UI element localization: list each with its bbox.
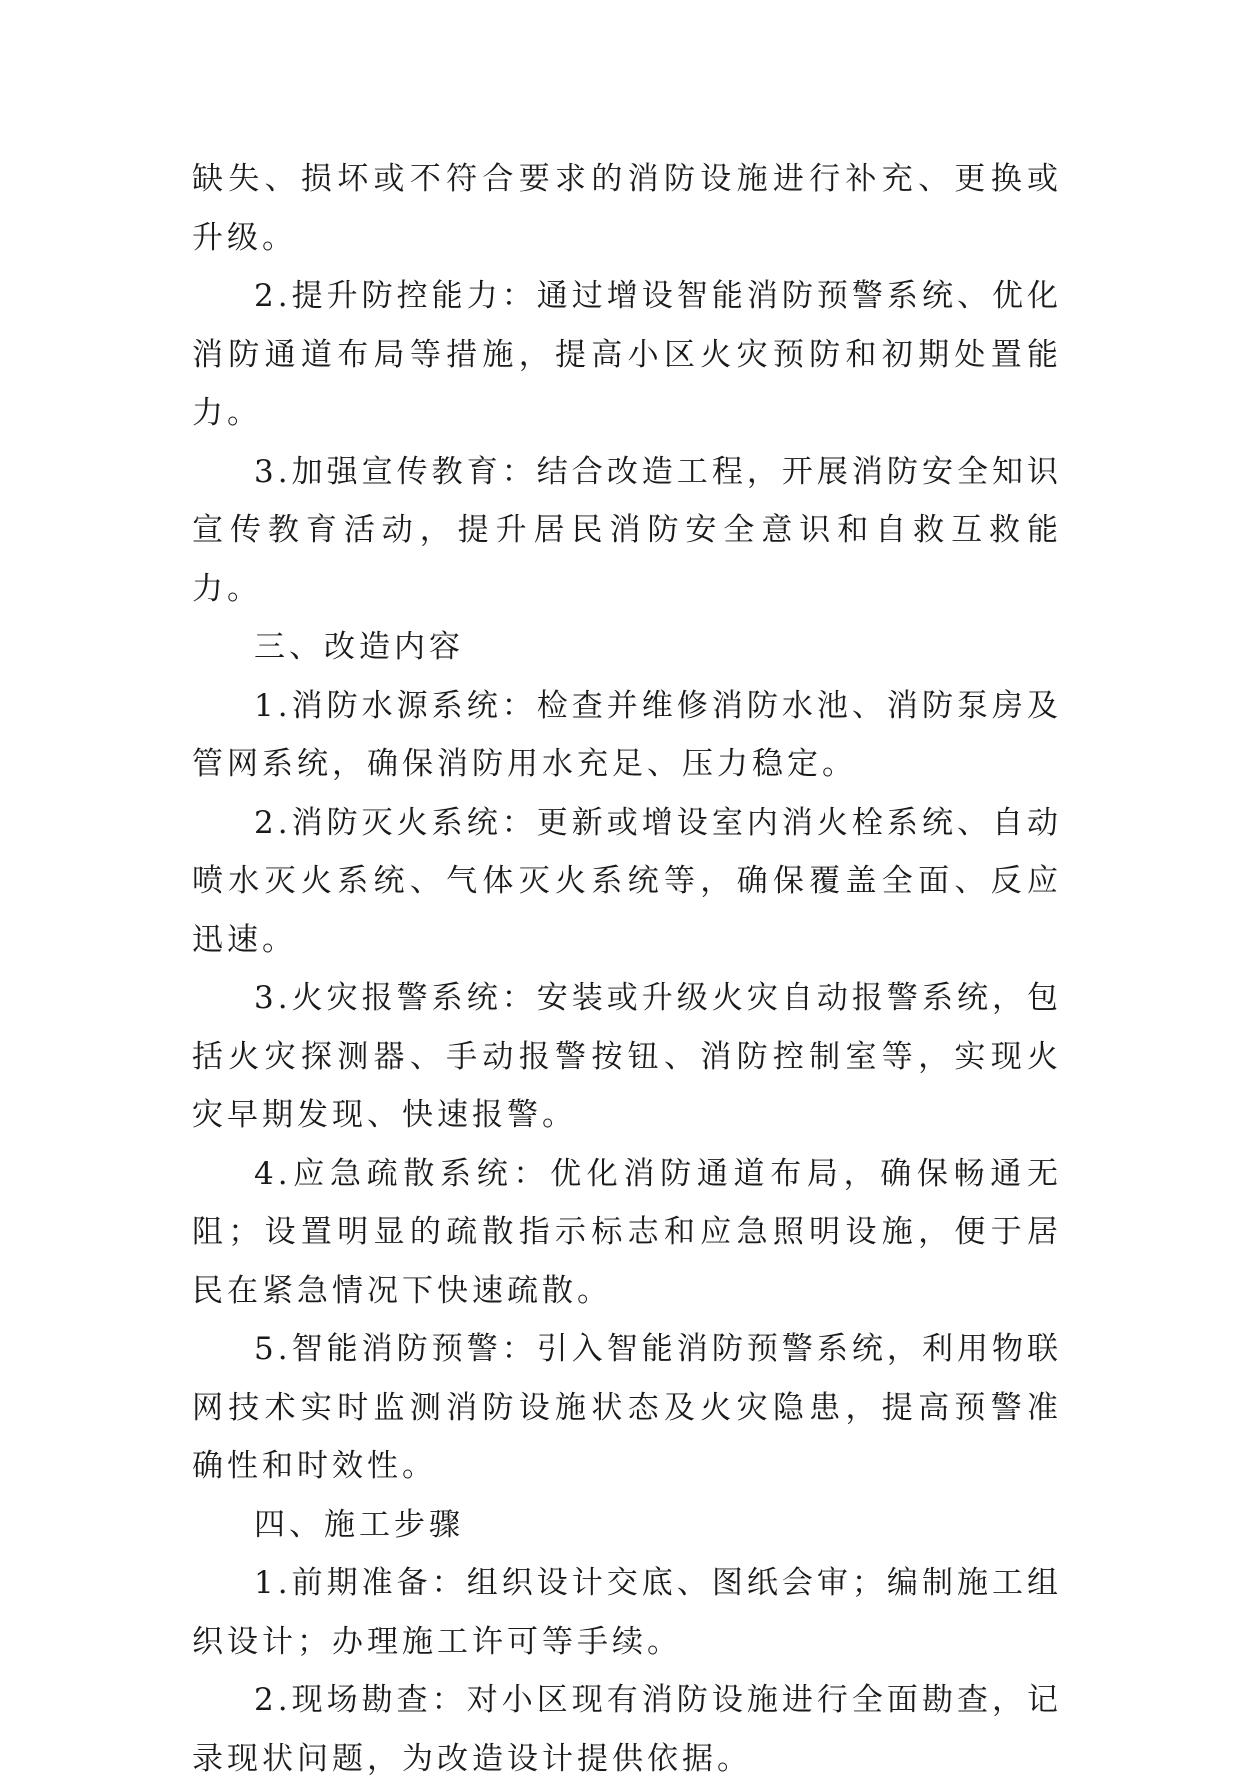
section-heading: 三、改造内容 xyxy=(254,629,464,665)
paragraph-item: 2.消防灭火系统：更新或增设室内消火栓系统、自动喷水灭火系统、气体灭火系统等，确保覆盖全面、反应迅速。 xyxy=(192,804,1062,958)
paragraph-item: 3.火灾报警系统：安装或升级火灾自动报警系统，包括火灾探测器、手动报警按钮、消防控制室等，实现火灾早期发现、快速报警。 xyxy=(192,980,1062,1133)
paragraph-item: 1.消防水源系统：检查并维修消防水池、消防泵房及管网系统，确保消防用水充足、压力稳定。 xyxy=(192,687,1062,782)
paragraph-continuation: 缺失、损坏或不符合要求的消防设施进行补充、更换或升级。 xyxy=(192,161,1062,256)
paragraph-item: 5.智能消防预警：引入智能消防预警系统，利用物联网技术实时监测消防设施状态及火灾隐患，提高预警准确性和时效性。 xyxy=(192,1331,1062,1484)
document-body xyxy=(192,150,1062,1788)
paragraph-item: 4.应急疏散系统：优化消防通道布局，确保畅通无阻；设置明显的疏散指示标志和应急照明设施，便于居民在紧急情况下快速疏散。 xyxy=(192,1155,1062,1309)
section-heading: 四、施工步骤 xyxy=(254,1506,464,1543)
paragraph-item: 1.前期准备：组织设计交底、图纸会审；编制施工组织设计；办理施工许可等手续。 xyxy=(192,1565,1062,1660)
paragraph-item: 2.现场勘查：对小区现有消防设施进行全面勘查，记录现状问题，为改造设计提供依据。 xyxy=(192,1682,1062,1777)
paragraph-item: 2.提升防控能力：通过增设智能消防预警系统、优化消防通道布局等措施，提高小区火灾预防和初期处置能力。 xyxy=(192,278,1062,431)
paragraph-item: 3.加强宣传教育：结合改造工程，开展消防安全知识宣传教育活动，提升居民消防安全意识和自救互救能力。 xyxy=(192,453,1062,607)
